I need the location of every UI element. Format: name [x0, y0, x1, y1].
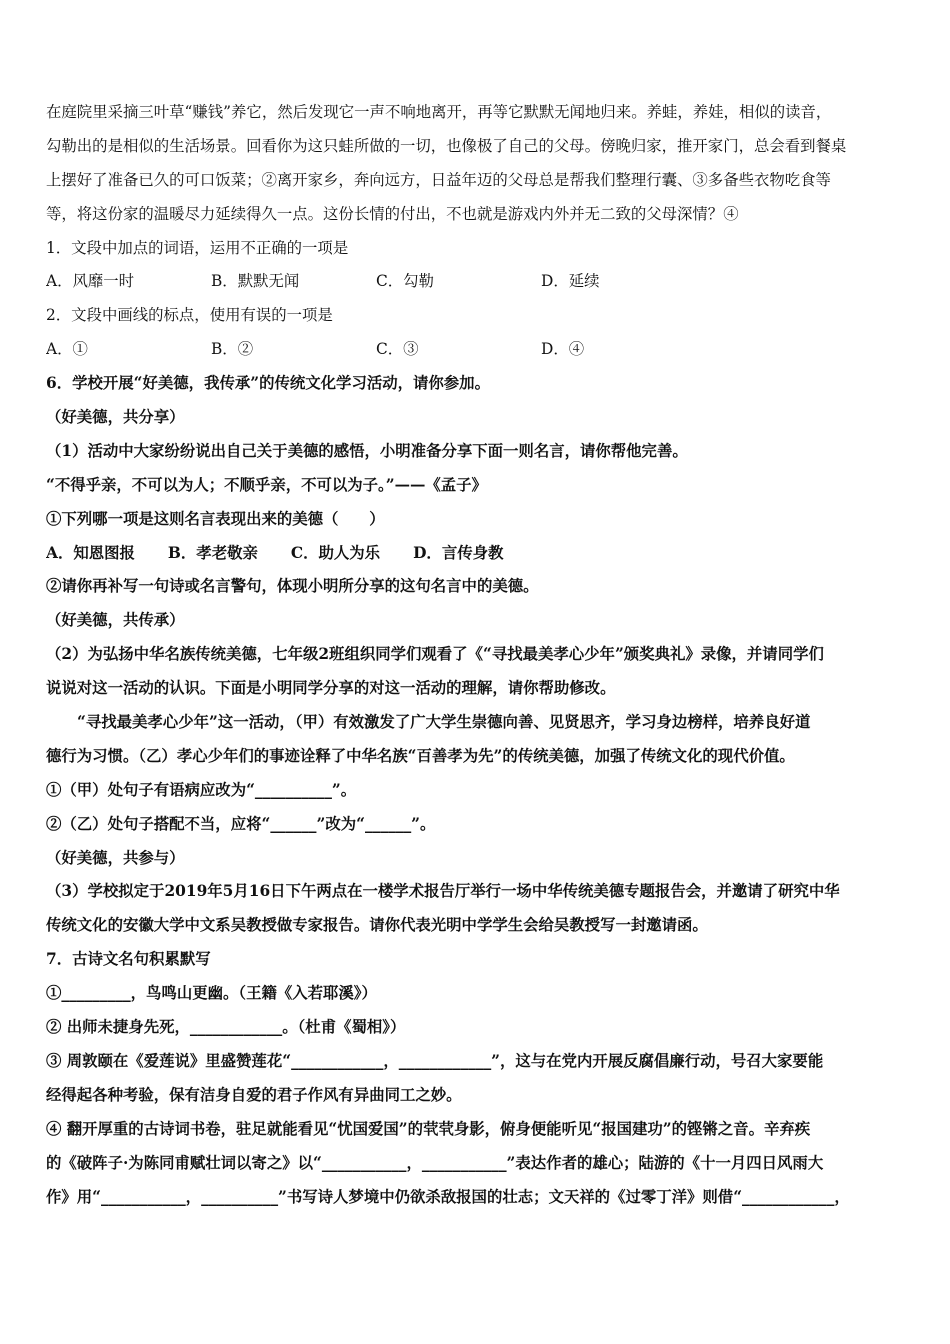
poem-line: ④ 翻开厚重的古诗词书卷，驻足就能看见“忧国爱国”的茕茕身影，俯身便能听见“报国建功”的铿锵之音。辛弃疾	[46, 1119, 811, 1138]
section-heading: （好美德，共分享）	[46, 408, 185, 427]
passage-line: 上摆好了准备已久的可口饭菜；②离开家乡，奔向远方，日益年迈的父母总是帮我们整理行囊、③多备些衣物吃食等	[46, 170, 831, 189]
poem-line: 作》用“___________，__________”书写诗人梦境中仍欲杀敌报国的壮志；文天祥的《过零丁洋》则借“____________，	[46, 1187, 850, 1206]
excerpt-line: “寻找最美孝心少年”这一活动，（甲）有效激发了广大学生崇德向善、见贤思齐，学习身边榜样，培养良好道	[77, 713, 811, 732]
sub-question: ①下列哪一项是这则名言表现出来的美德（ ）	[46, 509, 385, 528]
sub-question: ①（甲）处句子有语病应改为“__________”。	[46, 780, 357, 799]
sub-question: ②请你再补写一句诗或名言警句，体现小明所分享的这句名言中的美德。	[46, 577, 539, 596]
question-6-part-1: （1）活动中大家纷纷说出自己关于美德的感悟，小明准备分享下面一则名言，请你帮他完善。	[46, 441, 688, 460]
question-2-stem: 2．文段中画线的标点，使用有误的一项是	[46, 306, 333, 325]
poem-line: ③ 周敦颐在《爱莲说》里盛赞莲花“____________，____________”，这与在党内开展反腐倡廉行动，号召大家要能	[46, 1051, 824, 1070]
excerpt-line: 德行为习惯。（乙）孝心少年们的事迹诠释了中华名族“百善孝为先”的传统美德，加强了传统文化的现代价值。	[46, 746, 795, 765]
option-b: B．②	[211, 340, 254, 359]
option-a: A．①	[46, 340, 88, 359]
option-b: B．默默无闻	[211, 272, 300, 291]
option-a: A．风靡一时	[46, 272, 135, 291]
passage-line: 等，将这份家的温暖尽力延续得久一点。这份长情的付出，不也就是游戏内外并无二致的父母深情？④	[46, 204, 739, 223]
mencius-quote: “不得乎亲，不可以为人；不顺乎亲，不可以为子。”——《孟子》	[46, 475, 487, 494]
question-6-options	[46, 537, 906, 571]
question-6-part-3: （3）学校拟定于2019年5月16日下午两点在一楼学术报告厅举行一场中华传统美德专题报告会，并邀请了研究中华	[46, 882, 840, 901]
question-6-stem: 6．学校开展“好美德，我传承”的传统文化学习活动，请你参加。	[46, 374, 490, 393]
option-c: C．勾勒	[376, 272, 434, 291]
sub-question: ②（乙）处句子搭配不当，应将“______”改为“______”。	[46, 814, 436, 833]
poem-line: 的《破阵子·为陈同甫赋壮词以寄之》以“___________，___________”表达作者的雄心；陆游的《十一月四日风雨大	[46, 1153, 824, 1172]
section-heading: （好美德，共传承）	[46, 611, 185, 630]
question-1-stem: 1．文段中加点的词语，运用不正确的一项是	[46, 238, 349, 257]
question-2-options	[46, 333, 906, 367]
poem-line: ② 出师未捷身先死，____________。（杜甫《蜀相》）	[46, 1018, 406, 1037]
option-a: A．知恩图报	[46, 543, 135, 562]
question-6-part-2: （2）为弘扬中华名族传统美德，七年级2班组织同学们观看了《“寻找最美孝心少年”颁奖典礼》录像，并请同学们	[46, 645, 824, 664]
poem-line: 经得起各种考验，保有洁身自爱的君子作风有异曲同工之妙。	[46, 1085, 462, 1104]
document-page	[46, 96, 906, 1214]
section-heading: （好美德，共参与）	[46, 848, 185, 867]
option-c: C．助人为乐	[290, 543, 381, 562]
question-6-part-3: 传统文化的安徽大学中文系吴教授做专家报告。请你代表光明中学学生会给吴教授写一封邀请函。	[46, 916, 708, 935]
passage-line: 在庭院里采摘三叶草“赚钱”养它，然后发现它一声不响地离开，再等它默默无闻地归来。养蛙，养娃，相似的读音，	[46, 103, 832, 121]
option-d: D．言传身教	[413, 543, 504, 562]
option-d: D．延续	[541, 272, 600, 291]
option-d: D．④	[541, 340, 585, 359]
poem-line: ①_________，鸟鸣山更幽。（王籍《入若耶溪》）	[46, 984, 377, 1003]
question-1-options	[46, 265, 906, 299]
passage-line: 勾勒出的是相似的生活场景。回看你为这只蛙所做的一切，也像极了自己的父母。傍晚归家，推开家门，总会看到餐桌	[46, 136, 847, 155]
option-b: B．孝老敬亲	[167, 543, 258, 562]
question-6-part-2: 说说对这一活动的认识。下面是小明同学分享的对这一活动的理解，请你帮助修改。	[46, 679, 616, 698]
question-7-stem: 7．古诗文名句积累默写	[46, 950, 211, 969]
option-c: C．③	[376, 340, 419, 359]
